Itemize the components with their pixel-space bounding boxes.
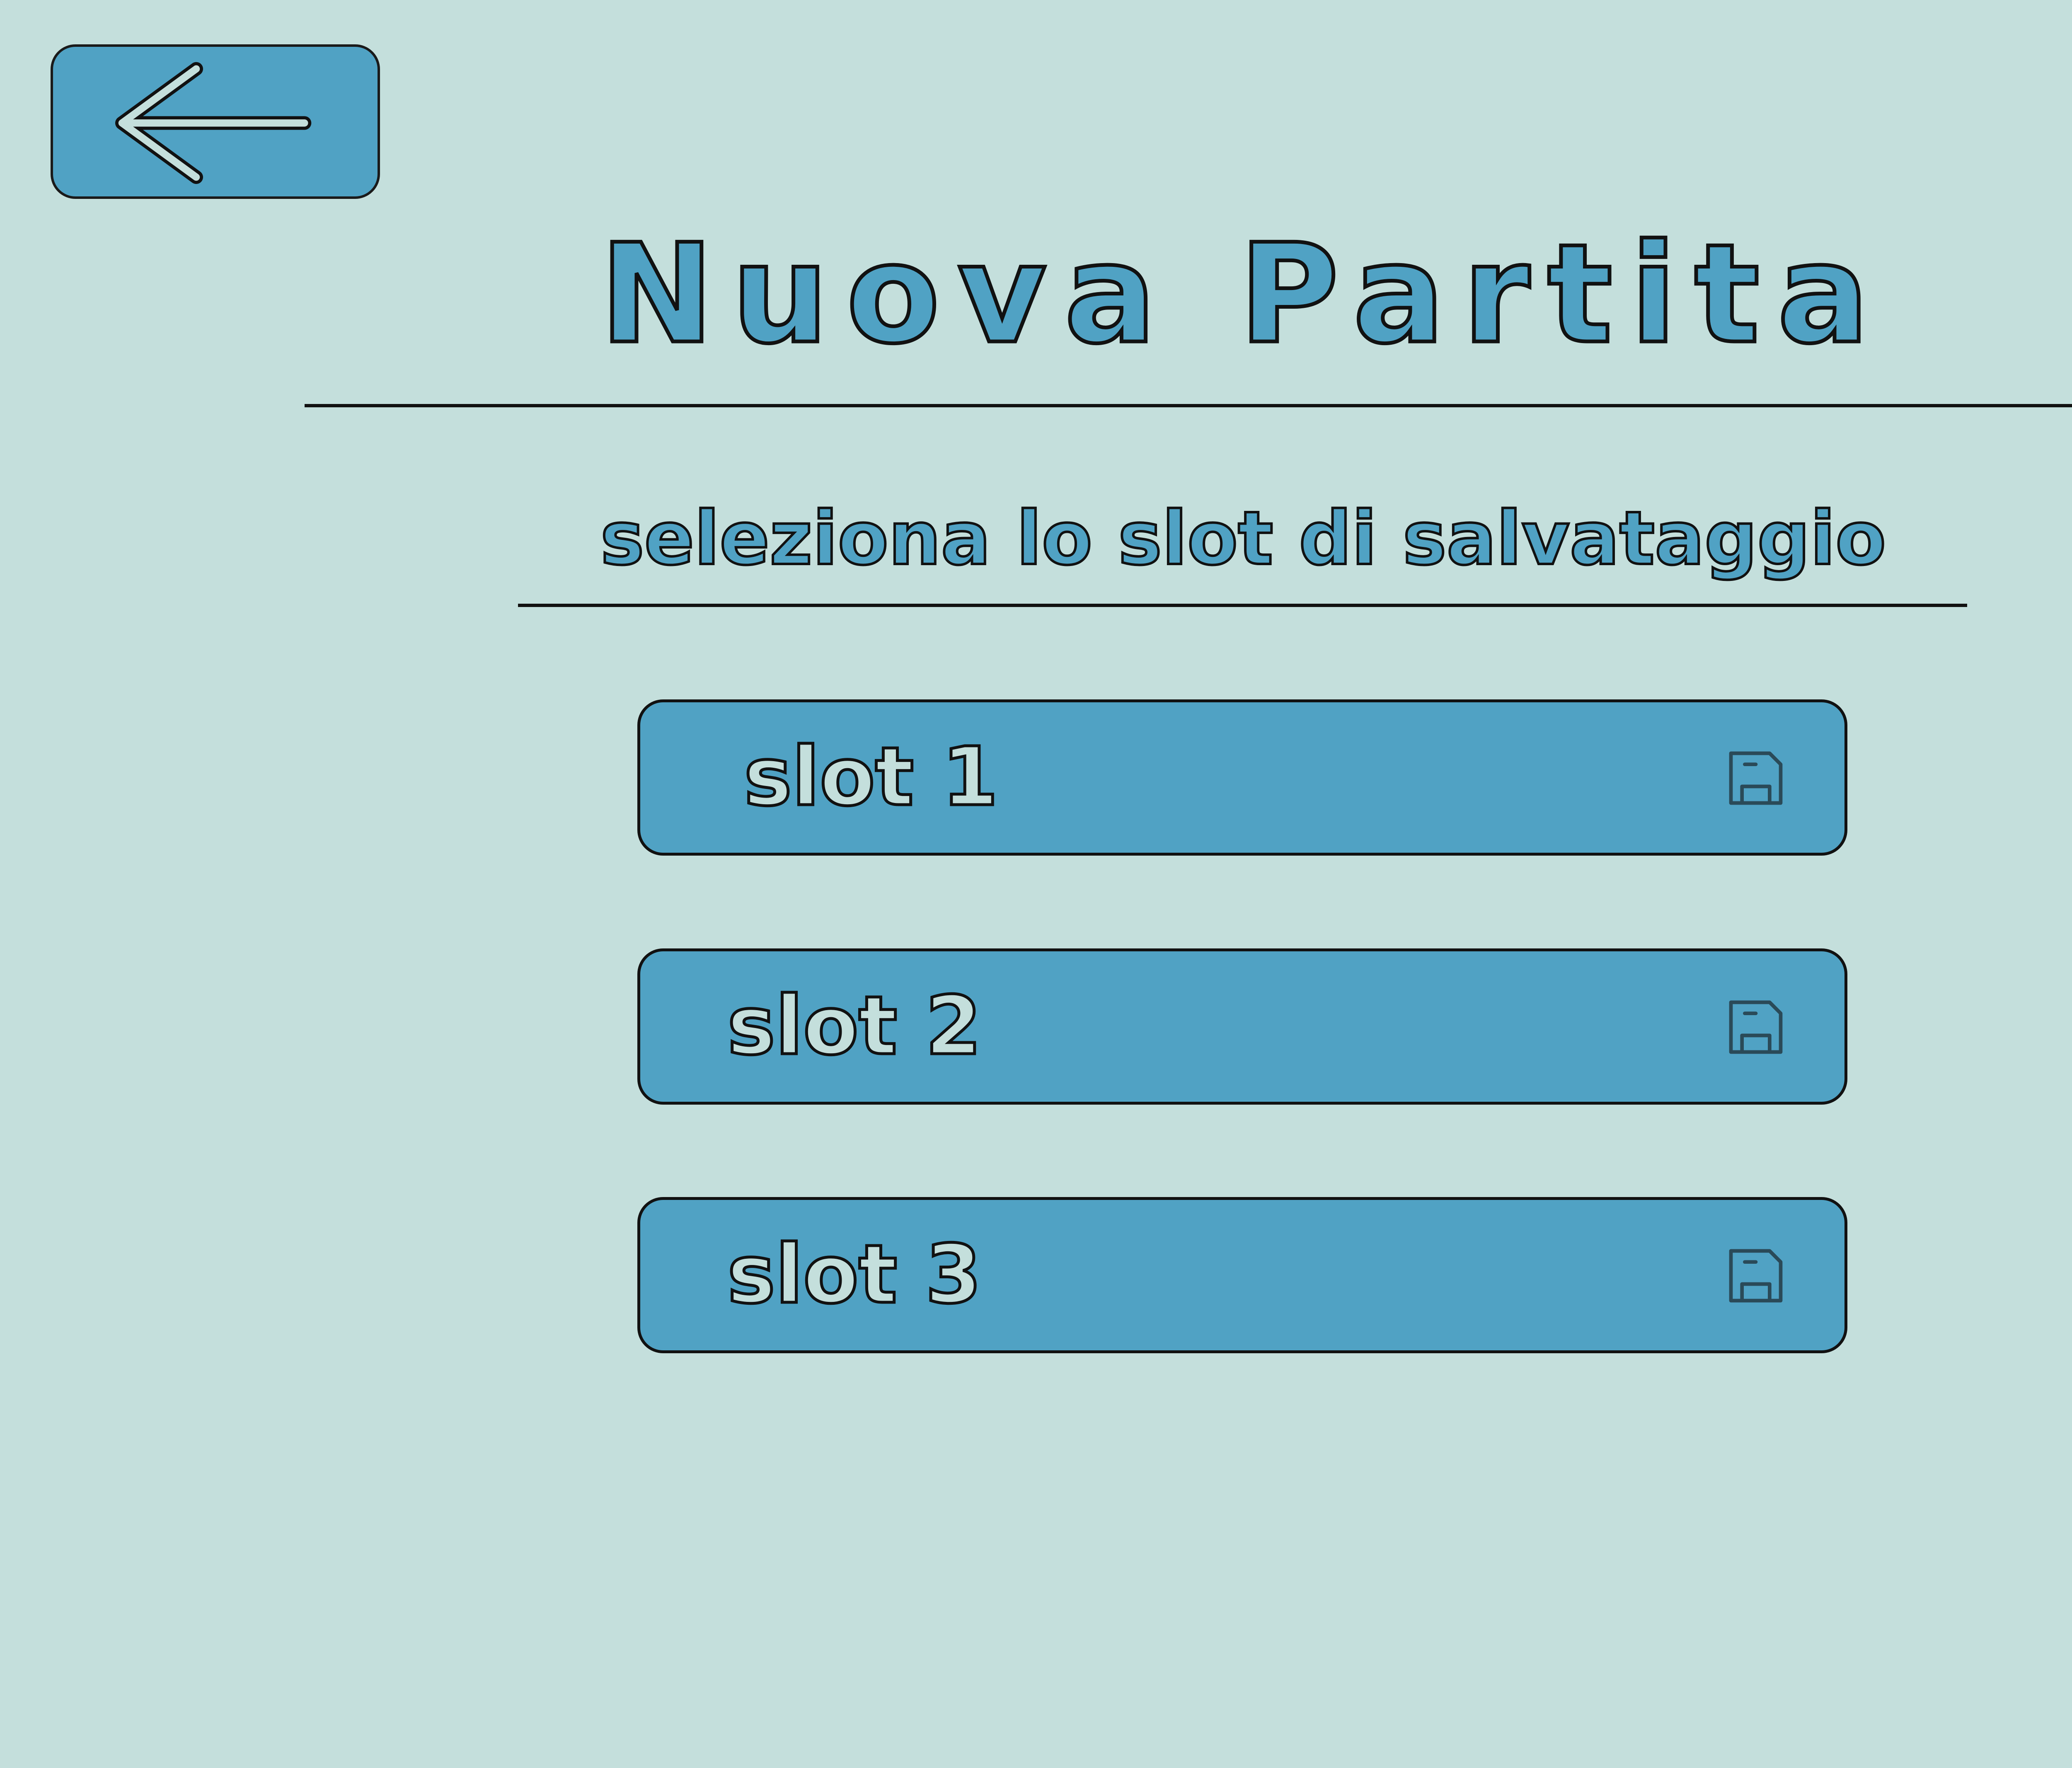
save-slot-3-button[interactable] xyxy=(637,1197,1847,1353)
page-subtitle: seleziona lo slot di salvataggio xyxy=(600,496,1886,581)
save-icon xyxy=(1723,1243,1789,1309)
title-divider xyxy=(305,404,2072,407)
subtitle-divider xyxy=(518,604,1967,607)
slot-label: slot 2 xyxy=(727,979,982,1073)
save-slot-1-button[interactable] xyxy=(637,699,1847,856)
save-slot-2-button[interactable] xyxy=(637,948,1847,1105)
page-title: Nuova Partita xyxy=(599,215,1887,374)
slot-label: slot 1 xyxy=(744,730,998,824)
save-icon xyxy=(1723,745,1789,811)
arrow-left-icon xyxy=(53,47,378,196)
slot-label: slot 3 xyxy=(727,1227,982,1321)
save-icon xyxy=(1723,994,1789,1060)
back-button[interactable] xyxy=(51,44,380,199)
